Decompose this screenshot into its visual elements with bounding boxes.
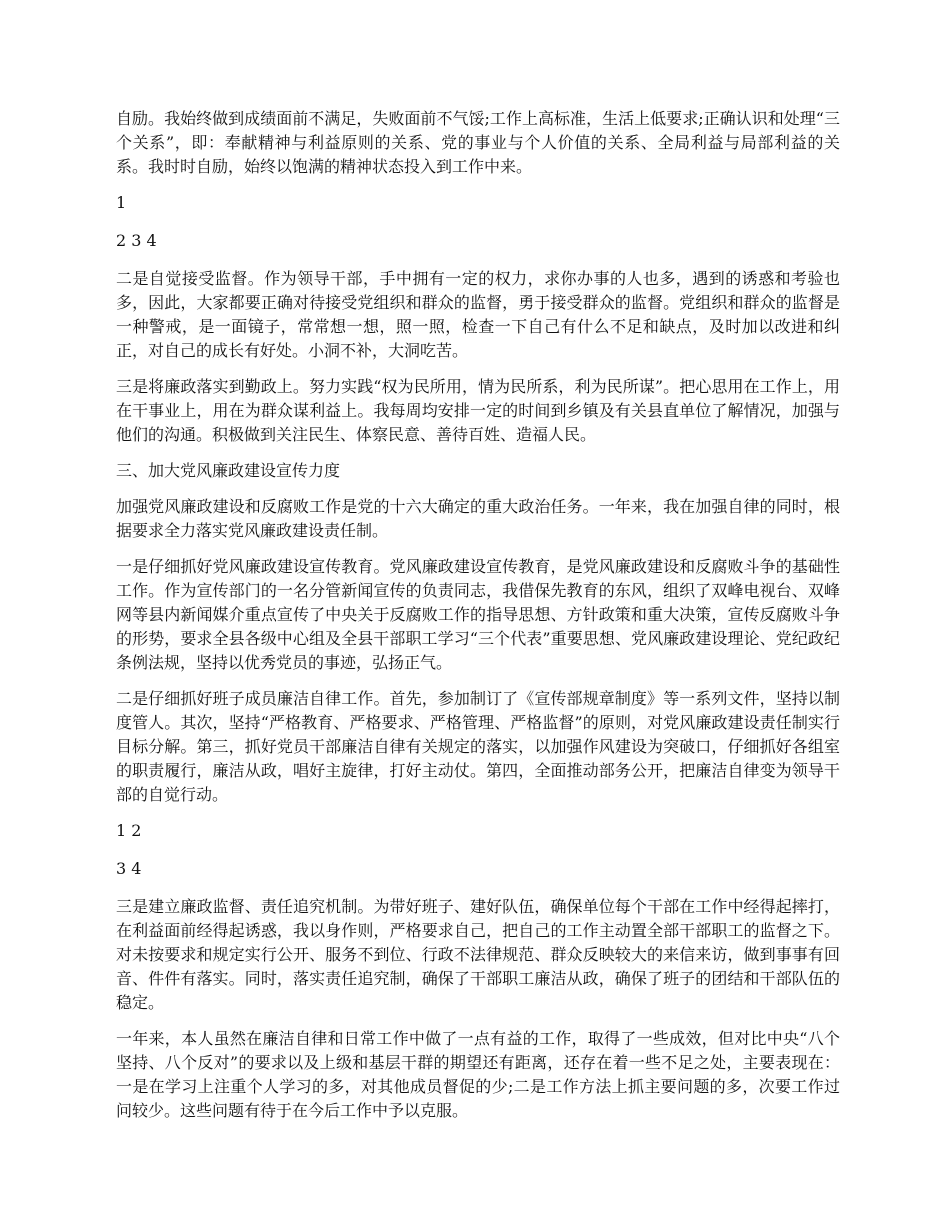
page-number-line: 1 2: [116, 821, 142, 840]
document-page: [116, 107, 840, 1135]
page-number-line: 3 4: [116, 859, 142, 878]
paragraph-self-motivation: 自励。我始终做到成绩面前不满足，失败面前不气馁;工作上高标准，生活上低要求;正确认识和处理“三个关系”，即：奉献精神与利益原则的关系、党的事业与个人价值的关系、全局利益与局部利益的关系。我时时自励，始终以饱满的精神状态投入到工作中来。: [116, 109, 840, 176]
page-number-line: 2 3 4: [116, 231, 157, 250]
paragraph-accept-supervision: 二是自觉接受监督。作为领导干部，手中拥有一定的权力，求你办事的人也多，遇到的诱惑和考验也多，因此，大家都要正确对待接受党组织和群众的监督，勇于接受群众的监督。党组织和群众的监督是一种警戒，是一面镜子，常常想一想，照一照，检查一下自己有什么不足和缺点，及时加以改进和纠正，对自己的成长有好处。小洞不补，大洞吃苦。: [116, 269, 840, 360]
section-heading: 三、加大党风廉政建设宣传力度: [116, 461, 341, 480]
paragraph-team-self-discipline: 二是仔细抓好班子成员廉洁自律工作。首先，参加制订了《宣传部规章制度》等一系列文件，坚持以制度管人。其次，坚持“严格教育、严格要求、严格管理、严格监督”的原则，对党风廉政建设责任制实行目标分解。第三，抓好党员干部廉洁自律有关规定的落实，以加强作风建设为突破口，仔细抓好各组室的职责履行，廉洁从政，唱好主旋律，打好主动仗。第四，全面推动部务公开，把廉洁自律变为领导干部的自觉行动。: [116, 689, 840, 804]
paragraph-diligent-governance: 三是将廉政落实到勤政上。努力实践“权为民所用，情为民所系，利为民所谋”。把心思用在工作上，用在干事业上，用在为群众谋利益上。我每周均安排一定的时间到乡镇及有关县直单位了解情况，加强与他们的沟通。积极做到关注民生、体察民意、善待百姓、造福人民。: [116, 377, 840, 444]
page-number-line: 1: [116, 193, 127, 212]
paragraph-strengthen-building: 加强党风廉政建设和反腐败工作是党的十六大确定的重大政治任务。一年来，我在加强自律的同时，根据要求全力落实党风廉政建设责任制。: [116, 497, 840, 540]
paragraph-summary-shortcomings: 一年来，本人虽然在廉洁自律和日常工作中做了一点有益的工作，取得了一些成效，但对比中央“八个坚持、八个反对”的要求以及上级和基层干群的期望还有距离，还存在着一些不足之处，主要表现在：一是在学习上注重个人学习的多，对其他成员督促的少;二是工作方法上抓主要问题的多，次要工作过问较少。这些问题有待于在今后工作中予以克服。: [116, 1029, 840, 1120]
paragraph-accountability-mechanism: 三是建立廉政监督、责任追究机制。为带好班子、建好队伍，确保单位每个干部在工作中经得起摔打，在利益面前经得起诱惑，我以身作则，严格要求自己，把自己的工作主动置全部干部职工的监督之下。对未按要求和规定实行公开、服务不到位、行政不法律规范、群众反映较大的来信来访，做到事事有回音、件件有落实。同时，落实责任追究制，确保了干部职工廉洁从政，确保了班子的团结和干部队伍的稳定。: [116, 897, 840, 1012]
paragraph-propaganda-education: 一是仔细抓好党风廉政建设宣传教育。党风廉政建设宣传教育，是党风廉政建设和反腐败斗争的基础性工作。作为宣传部门的一名分管新闻宣传的负责同志，我借保先教育的东风，组织了双峰电视台、双峰网等县内新闻媒介重点宣传了中央关于反腐败工作的指导思想、方针政策和重大决策，宣传反腐败斗争的形势，要求全县各级中心组及全县干部职工学习“三个代表”重要思想、党风廉政建设理论、党纪政纪条例法规，坚持以优秀党员的事迹，弘扬正气。: [116, 557, 840, 672]
